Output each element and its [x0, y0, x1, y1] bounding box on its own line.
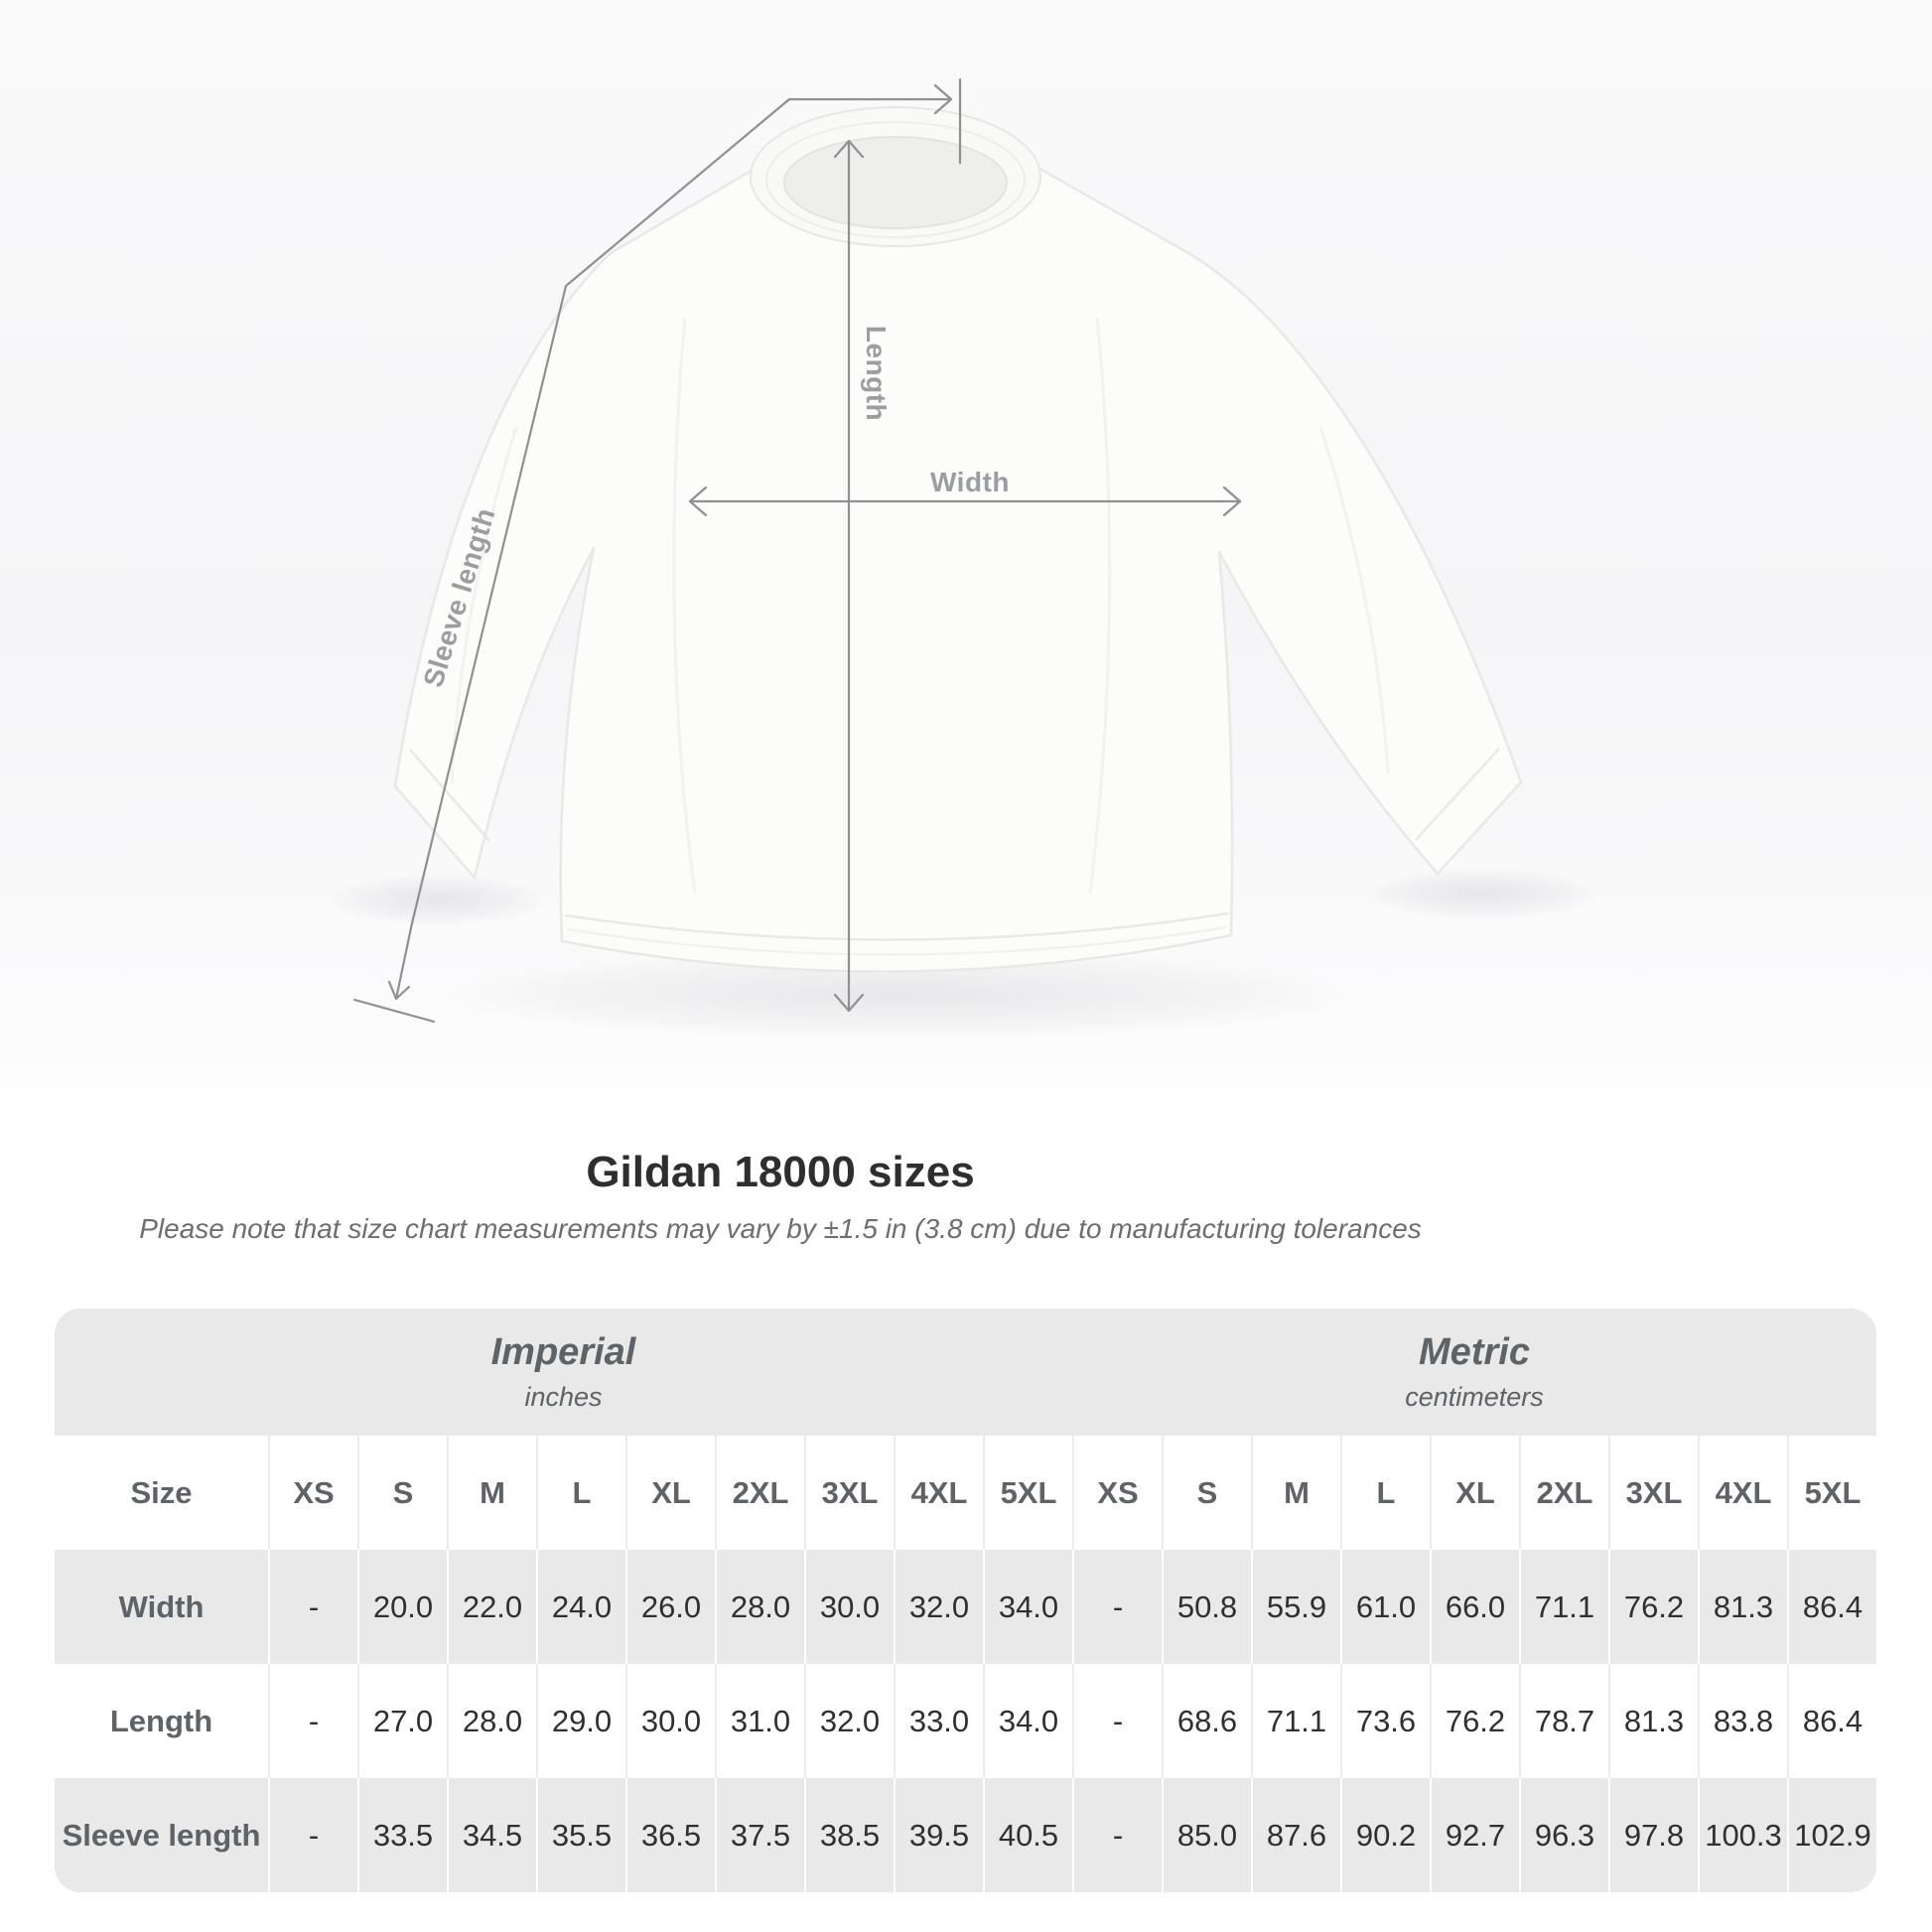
table-cell: 78.7 — [1519, 1664, 1608, 1778]
length-label: Length — [861, 325, 892, 422]
table-cell: 32.0 — [804, 1664, 894, 1778]
table-cell: - — [268, 1664, 357, 1778]
size-column-header: XS — [268, 1436, 357, 1550]
table-cell: 20.0 — [357, 1550, 447, 1664]
row-label: Sleeve length — [62, 1817, 261, 1853]
table-cell: 90.2 — [1340, 1778, 1430, 1892]
table-header-row — [55, 1436, 1876, 1550]
size-header: Size — [130, 1474, 193, 1510]
table-cell: 81.3 — [1608, 1664, 1698, 1778]
table-cell: 102.9 — [1787, 1778, 1876, 1892]
table-cell: - — [1072, 1550, 1162, 1664]
row-label: Length — [109, 1703, 213, 1738]
imperial-unit: inches — [524, 1382, 603, 1412]
table-cell: 83.8 — [1698, 1664, 1787, 1778]
table-cell: 28.0 — [447, 1664, 536, 1778]
table-cell: 34.0 — [983, 1664, 1072, 1778]
size-column-header: 2XL — [1519, 1436, 1608, 1550]
sleeve-length-label: Sleeve length — [417, 503, 501, 691]
size-table — [55, 1309, 1876, 1892]
size-column-header: L — [536, 1436, 625, 1550]
table-cell: 86.4 — [1787, 1550, 1876, 1664]
table-cell: - — [1072, 1778, 1162, 1892]
row-label: Width — [118, 1588, 205, 1624]
table-cell: 55.9 — [1251, 1550, 1340, 1664]
collar — [751, 107, 1040, 246]
unit-group-metric — [1072, 1309, 1876, 1436]
table-row-sleeve-length — [55, 1778, 1876, 1892]
table-cell: 76.2 — [1430, 1664, 1519, 1778]
size-column-header: 5XL — [983, 1436, 1072, 1550]
size-column-header: 4XL — [894, 1436, 983, 1550]
table-cell: 29.0 — [536, 1664, 625, 1778]
table-cell: 68.6 — [1162, 1664, 1251, 1778]
size-column-header: S — [357, 1436, 447, 1550]
table-cell: 30.0 — [804, 1550, 894, 1664]
table-cell: 87.6 — [1251, 1778, 1340, 1892]
table-cell: 96.3 — [1519, 1778, 1608, 1892]
table-cell: 31.0 — [715, 1664, 804, 1778]
size-column-header: 3XL — [804, 1436, 894, 1550]
table-cell: 35.5 — [536, 1778, 625, 1892]
table-cell: 32.0 — [894, 1550, 983, 1664]
size-column-header: 3XL — [1608, 1436, 1698, 1550]
table-cell: 71.1 — [1519, 1550, 1608, 1664]
page-subtitle: Please note that size chart measurements may vary by ±1.5 in (3.8 cm) due to manufacturing tolerances — [139, 1213, 1422, 1244]
table-cell: - — [268, 1778, 357, 1892]
table-cell: - — [1072, 1664, 1162, 1778]
table-cell: 73.6 — [1340, 1664, 1430, 1778]
table-cell: 71.1 — [1251, 1664, 1340, 1778]
size-column-header: L — [1340, 1436, 1430, 1550]
table-cell: - — [268, 1550, 357, 1664]
metric-title: Metric — [1419, 1331, 1530, 1373]
table-cell: 33.5 — [357, 1778, 447, 1892]
width-label: Width — [930, 467, 1010, 497]
table-cell: 100.3 — [1698, 1778, 1787, 1892]
table-cell: 24.0 — [536, 1550, 625, 1664]
table-cell: 81.3 — [1698, 1550, 1787, 1664]
size-column-header: 4XL — [1698, 1436, 1787, 1550]
size-column-header: S — [1162, 1436, 1251, 1550]
table-unit-band — [55, 1309, 1876, 1436]
unit-group-imperial — [55, 1309, 1072, 1436]
table-cell: 28.0 — [715, 1550, 804, 1664]
size-column-header: XL — [1430, 1436, 1519, 1550]
size-column-header: 2XL — [715, 1436, 804, 1550]
table-cell: 50.8 — [1162, 1550, 1251, 1664]
table-cell: 86.4 — [1787, 1664, 1876, 1778]
table-cell: 40.5 — [983, 1778, 1072, 1892]
sweatshirt-body — [395, 135, 1521, 971]
table-cell: 39.5 — [894, 1778, 983, 1892]
size-column-header: M — [447, 1436, 536, 1550]
imperial-title: Imperial — [490, 1331, 636, 1373]
table-cell: 61.0 — [1340, 1550, 1430, 1664]
table-cell: 22.0 — [447, 1550, 536, 1664]
table-cell: 85.0 — [1162, 1778, 1251, 1892]
table-cell: 27.0 — [357, 1664, 447, 1778]
sweatshirt-photo — [326, 107, 1598, 1040]
size-column-header: XL — [625, 1436, 715, 1550]
size-column-header: M — [1251, 1436, 1340, 1550]
size-column-header: 5XL — [1787, 1436, 1876, 1550]
table-cell: 76.2 — [1608, 1550, 1698, 1664]
table-row-length — [55, 1664, 1876, 1778]
table-cell: 97.8 — [1608, 1778, 1698, 1892]
table-cell: 34.0 — [983, 1550, 1072, 1664]
metric-unit: centimeters — [1405, 1382, 1544, 1412]
table-cell: 66.0 — [1430, 1550, 1519, 1664]
table-cell: 38.5 — [804, 1778, 894, 1892]
table-cell: 30.0 — [625, 1664, 715, 1778]
table-cell: 34.5 — [447, 1778, 536, 1892]
size-column-header: XS — [1072, 1436, 1162, 1550]
page-title: Gildan 18000 sizes — [586, 1148, 975, 1196]
table-cell: 26.0 — [625, 1550, 715, 1664]
table-row-width — [55, 1550, 1876, 1664]
table-cell: 37.5 — [715, 1778, 804, 1892]
table-cell: 33.0 — [894, 1664, 983, 1778]
table-cell: 92.7 — [1430, 1778, 1519, 1892]
table-cell: 36.5 — [625, 1778, 715, 1892]
